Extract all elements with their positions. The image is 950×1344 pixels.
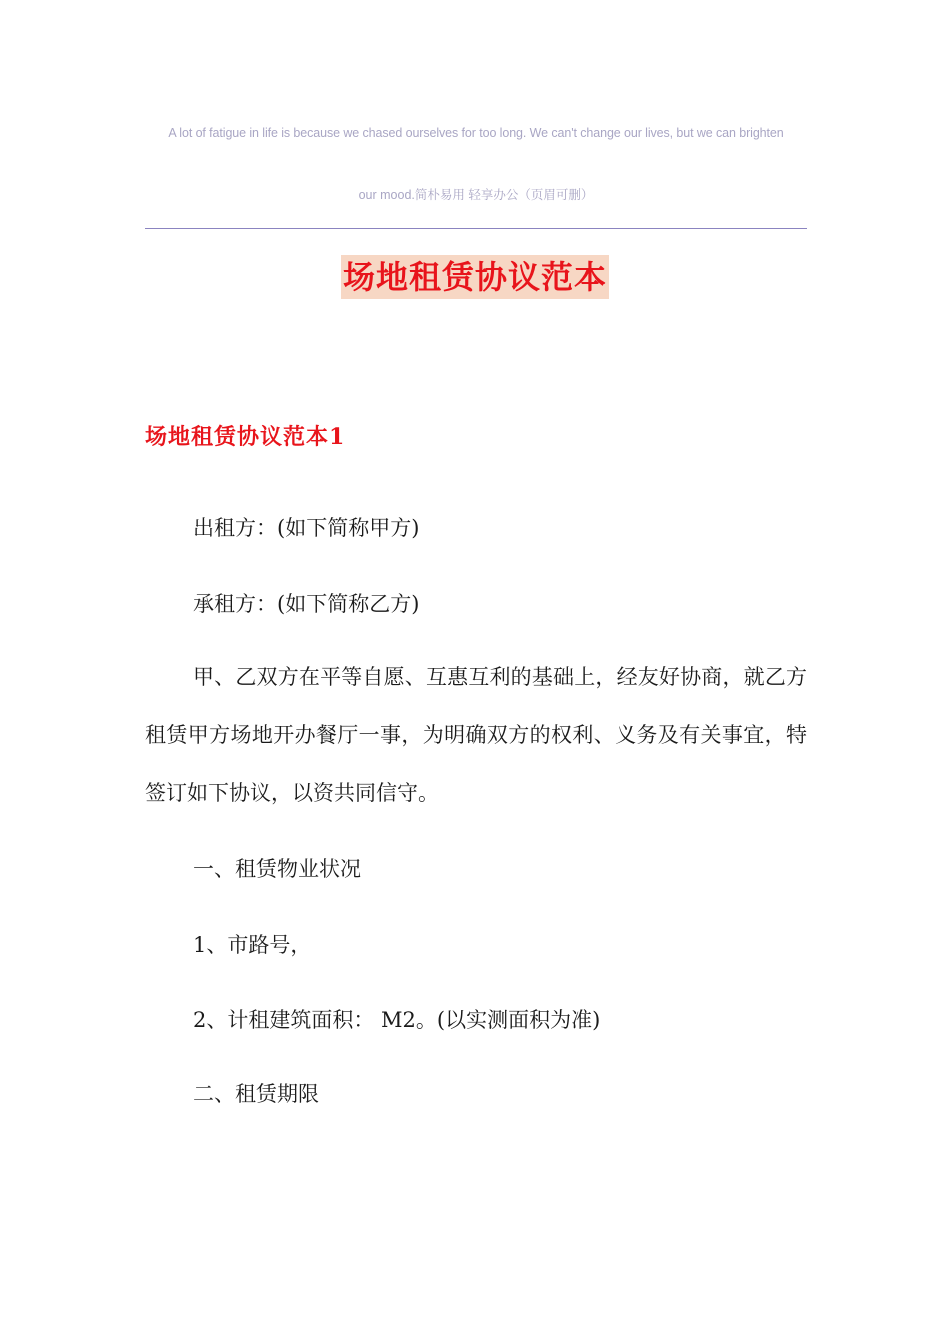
header-quote-line1: A lot of fatigue in life is because we chased ourselves for too long. We can't change our lives, but we can brighten xyxy=(168,126,784,140)
header-quote-line2: our mood.简朴易用 轻享办公（页眉可删） xyxy=(358,188,594,202)
document-title xyxy=(0,255,950,299)
clause1-item1: 1、市路号， xyxy=(193,933,312,957)
section-title: 场地租赁协议范本1 xyxy=(145,424,346,450)
clause1-item2: 2、计租建筑面积： M2。(以实测面积为准) xyxy=(193,1008,601,1032)
paragraph-lessee: 承租方：(如下简称乙方) xyxy=(193,592,420,616)
header-divider xyxy=(145,228,807,229)
clause2-heading: 二、租赁期限 xyxy=(193,1082,319,1106)
paragraph-lessor: 出租方：(如下简称甲方) xyxy=(193,516,420,540)
clause1-heading: 一、租赁物业状况 xyxy=(193,857,361,881)
document-title-text: 场地租赁协议范本 xyxy=(341,255,609,299)
paragraph-preamble: 甲、乙双方在平等自愿、互惠互利的基础上，经友好协商，就乙方租赁甲方场地开办餐厅一事，为明确双方的权利、义务及有关事宜，特签订如下协议，以资共同信守。 xyxy=(145,665,807,805)
